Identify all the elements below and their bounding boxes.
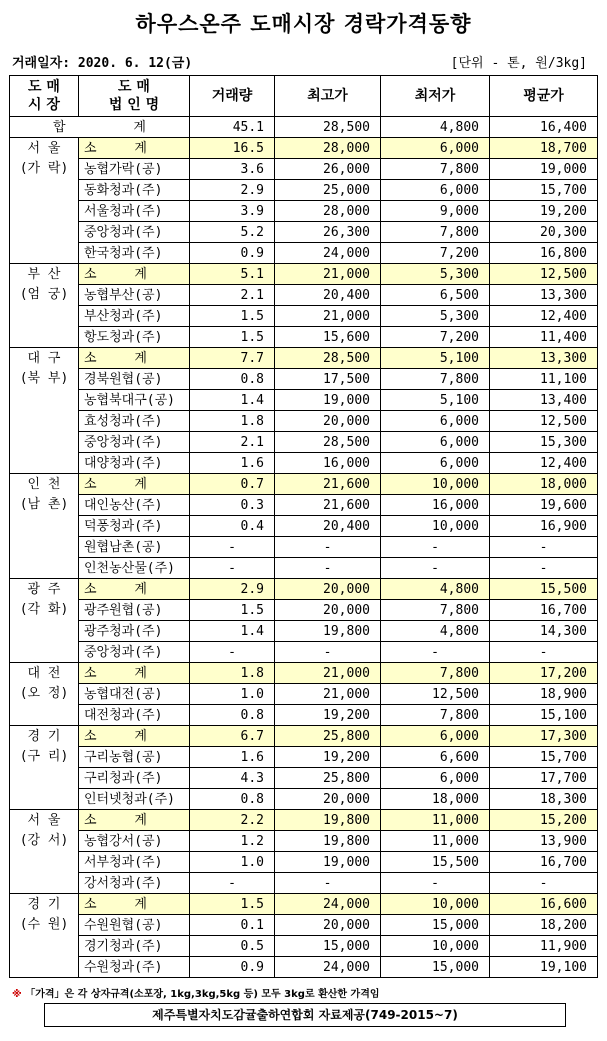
volume-cell: 16.5	[190, 138, 275, 159]
table-row	[10, 243, 598, 264]
note-star: ※	[12, 989, 22, 1000]
corp-name: 효성청과(주)	[79, 411, 190, 432]
corp-name: 수원원협(공)	[79, 915, 190, 936]
avg-price-cell: 16,900	[490, 516, 598, 537]
min-price-cell: 10,000	[381, 936, 490, 957]
table-row	[10, 201, 598, 222]
max-price-cell: 21,000	[275, 264, 381, 285]
min-price-cell: 11,000	[381, 831, 490, 852]
header-volume: 거래량	[190, 76, 275, 117]
market-name: 서 울 (강 서)	[10, 810, 79, 894]
avg-price-cell: 13,300	[490, 348, 598, 369]
min-price-cell: 6,000	[381, 411, 490, 432]
corp-name: 농협가락(공)	[79, 159, 190, 180]
avg-price-cell: 11,900	[490, 936, 598, 957]
corp-name: 구리청과(주)	[79, 768, 190, 789]
volume-cell: 0.8	[190, 705, 275, 726]
table-row	[10, 411, 598, 432]
table-row	[10, 684, 598, 705]
volume-cell: 3.9	[190, 201, 275, 222]
corp-name: 소 계	[79, 348, 190, 369]
min-price-cell: 10,000	[381, 516, 490, 537]
avg-price-cell: 20,300	[490, 222, 598, 243]
max-price-cell: 21,000	[275, 306, 381, 327]
max-price-cell: 21,000	[275, 684, 381, 705]
table-row	[10, 285, 598, 306]
table-row	[10, 957, 598, 978]
avg-price-cell: 18,700	[490, 138, 598, 159]
table-row	[10, 327, 598, 348]
corp-name: 소 계	[79, 810, 190, 831]
max-price-cell: 20,000	[275, 789, 381, 810]
volume-cell: 1.5	[190, 894, 275, 915]
avg-price-cell: 18,300	[490, 789, 598, 810]
volume-cell: 2.1	[190, 432, 275, 453]
corp-name: 농협부산(공)	[79, 285, 190, 306]
max-price-cell: 21,600	[275, 495, 381, 516]
corp-name: 구리농협(공)	[79, 747, 190, 768]
max-price-cell: 19,800	[275, 810, 381, 831]
max-price-cell: 19,800	[275, 621, 381, 642]
max-price-cell: 19,800	[275, 831, 381, 852]
min-price-cell: 7,800	[381, 663, 490, 684]
volume-cell: 1.4	[190, 390, 275, 411]
corp-name: 서부청과(주)	[79, 852, 190, 873]
market-name: 경 기 (수 원)	[10, 894, 79, 978]
min-price-cell: 15,000	[381, 915, 490, 936]
volume-cell: 7.7	[190, 348, 275, 369]
min-price-cell: 7,800	[381, 705, 490, 726]
min-price-cell: -	[381, 558, 490, 579]
table-row	[10, 621, 598, 642]
corp-name: 인터넷청과(주)	[79, 789, 190, 810]
price-note	[12, 985, 380, 1000]
note-text: 「가격」은 각 상자규격(소포장, 1kg,3kg,5kg 등) 모두 3kg로 환산한 가격임	[25, 989, 380, 1000]
trade-date: 거래일자: 2020. 6. 12(금)	[12, 56, 193, 71]
avg-price-cell: 12,500	[490, 264, 598, 285]
max-price-cell: 17,500	[275, 369, 381, 390]
volume-cell: 0.1	[190, 915, 275, 936]
subtotal-row	[10, 894, 598, 915]
min-price-cell: 6,000	[381, 432, 490, 453]
volume-cell: 2.1	[190, 285, 275, 306]
max-price-cell: 28,500	[275, 432, 381, 453]
market-name: 광 주 (각 화)	[10, 579, 79, 663]
max-price-cell: 15,000	[275, 936, 381, 957]
min-price-cell: 16,000	[381, 495, 490, 516]
min-price-cell: 6,000	[381, 768, 490, 789]
table-row	[10, 222, 598, 243]
header-avg: 평균가	[490, 76, 598, 117]
avg-price-cell: 15,700	[490, 180, 598, 201]
avg-price-cell: 13,400	[490, 390, 598, 411]
header-min: 최저가	[381, 76, 490, 117]
avg-price-cell: 18,900	[490, 684, 598, 705]
corp-name: 항도청과(주)	[79, 327, 190, 348]
corp-name: 농협강서(공)	[79, 831, 190, 852]
min-price-cell: 7,800	[381, 600, 490, 621]
max-price-cell: -	[275, 558, 381, 579]
corp-name: 원협남촌(공)	[79, 537, 190, 558]
table-row	[10, 390, 598, 411]
corp-name: 한국청과(주)	[79, 243, 190, 264]
table-row	[10, 768, 598, 789]
max-price-cell: 25,000	[275, 180, 381, 201]
avg-price-cell: 16,700	[490, 600, 598, 621]
corp-name: 중앙청과(주)	[79, 432, 190, 453]
min-price-cell: 5,300	[381, 306, 490, 327]
corp-name: 부산청과(주)	[79, 306, 190, 327]
corp-name: 동화청과(주)	[79, 180, 190, 201]
corp-name: 대전청과(주)	[79, 705, 190, 726]
corp-name: 경기청과(주)	[79, 936, 190, 957]
table-row	[10, 915, 598, 936]
min-price-cell: 18,000	[381, 789, 490, 810]
volume-cell: 1.8	[190, 411, 275, 432]
volume-cell: 0.5	[190, 936, 275, 957]
table-row	[10, 852, 598, 873]
subtotal-row	[10, 663, 598, 684]
corp-name: 광주원협(공)	[79, 600, 190, 621]
table-row	[10, 831, 598, 852]
max-price-cell: 20,000	[275, 579, 381, 600]
max-price-cell: 19,000	[275, 390, 381, 411]
corp-name: 인천농산물(주)	[79, 558, 190, 579]
subtotal-row	[10, 579, 598, 600]
avg-price-cell: 16,800	[490, 243, 598, 264]
volume-cell: 1.5	[190, 600, 275, 621]
avg-price-cell: 13,300	[490, 285, 598, 306]
corp-name: 중앙청과(주)	[79, 222, 190, 243]
min-price-cell: 7,800	[381, 369, 490, 390]
avg-price-cell: 19,600	[490, 495, 598, 516]
min-price-cell: 5,100	[381, 390, 490, 411]
corp-name: 소 계	[79, 264, 190, 285]
min-price-cell: -	[381, 873, 490, 894]
volume-cell: 1.6	[190, 747, 275, 768]
avg-price-cell: 14,300	[490, 621, 598, 642]
total-min: 4,800	[381, 117, 490, 138]
max-price-cell: 21,000	[275, 663, 381, 684]
market-name: 서 울 (가 락)	[10, 138, 79, 264]
min-price-cell: 6,500	[381, 285, 490, 306]
volume-cell: 1.5	[190, 327, 275, 348]
page-title: 하우스온주 도매시장 경락가격동향	[135, 12, 472, 36]
subtotal-row	[10, 264, 598, 285]
corp-name: 경북원협(공)	[79, 369, 190, 390]
max-price-cell: 28,000	[275, 201, 381, 222]
min-price-cell: 15,500	[381, 852, 490, 873]
table-row	[10, 495, 598, 516]
table-row	[10, 432, 598, 453]
table-row	[10, 537, 598, 558]
volume-cell: 0.4	[190, 516, 275, 537]
header-market: 도 매 시 장	[10, 76, 79, 117]
max-price-cell: 19,000	[275, 852, 381, 873]
table-row	[10, 453, 598, 474]
max-price-cell: 19,200	[275, 705, 381, 726]
max-price-cell: -	[275, 642, 381, 663]
avg-price-cell: 19,000	[490, 159, 598, 180]
max-price-cell: 20,000	[275, 915, 381, 936]
volume-cell: 1.0	[190, 684, 275, 705]
corp-name: 소 계	[79, 894, 190, 915]
min-price-cell: 6,600	[381, 747, 490, 768]
min-price-cell: -	[381, 537, 490, 558]
max-price-cell: 28,000	[275, 138, 381, 159]
market-name: 대 구 (북 부)	[10, 348, 79, 474]
table-row	[10, 180, 598, 201]
market-name: 인 천 (남 촌)	[10, 474, 79, 579]
avg-price-cell: -	[490, 642, 598, 663]
volume-cell: 0.9	[190, 243, 275, 264]
total-max: 28,500	[275, 117, 381, 138]
min-price-cell: 6,000	[381, 180, 490, 201]
avg-price-cell: 19,100	[490, 957, 598, 978]
min-price-cell: 6,000	[381, 138, 490, 159]
volume-cell: 0.8	[190, 789, 275, 810]
volume-cell: -	[190, 558, 275, 579]
avg-price-cell: 17,300	[490, 726, 598, 747]
max-price-cell: 21,600	[275, 474, 381, 495]
corp-name: 중앙청과(주)	[79, 642, 190, 663]
min-price-cell: 15,000	[381, 957, 490, 978]
subtotal-row	[10, 348, 598, 369]
table-row	[10, 936, 598, 957]
min-price-cell: 4,800	[381, 621, 490, 642]
volume-cell: 2.9	[190, 180, 275, 201]
min-price-cell: 4,800	[381, 579, 490, 600]
min-price-cell: 7,200	[381, 327, 490, 348]
corp-name: 서울청과(주)	[79, 201, 190, 222]
table-row	[10, 306, 598, 327]
max-price-cell: 26,300	[275, 222, 381, 243]
corp-name: 덕풍청과(주)	[79, 516, 190, 537]
max-price-cell: 20,000	[275, 411, 381, 432]
max-price-cell: 20,400	[275, 285, 381, 306]
volume-cell: 1.5	[190, 306, 275, 327]
header-max: 최고가	[275, 76, 381, 117]
min-price-cell: 11,000	[381, 810, 490, 831]
avg-price-cell: -	[490, 558, 598, 579]
max-price-cell: 28,500	[275, 348, 381, 369]
corp-name: 소 계	[79, 474, 190, 495]
avg-price-cell: 18,200	[490, 915, 598, 936]
min-price-cell: 7,200	[381, 243, 490, 264]
min-price-cell: 7,800	[381, 222, 490, 243]
max-price-cell: 20,400	[275, 516, 381, 537]
max-price-cell: 16,000	[275, 453, 381, 474]
avg-price-cell: 16,700	[490, 852, 598, 873]
volume-cell: 6.7	[190, 726, 275, 747]
volume-cell: 4.3	[190, 768, 275, 789]
volume-cell: 1.4	[190, 621, 275, 642]
table-row	[10, 516, 598, 537]
total-row	[10, 117, 598, 138]
volume-cell: 0.8	[190, 369, 275, 390]
min-price-cell: 10,000	[381, 894, 490, 915]
max-price-cell: 25,800	[275, 726, 381, 747]
table-row	[10, 873, 598, 894]
avg-price-cell: -	[490, 873, 598, 894]
min-price-cell: 6,000	[381, 726, 490, 747]
volume-cell: 0.3	[190, 495, 275, 516]
market-name: 대 전 (오 정)	[10, 663, 79, 726]
min-price-cell: 9,000	[381, 201, 490, 222]
corp-name: 소 계	[79, 726, 190, 747]
corp-name: 광주청과(주)	[79, 621, 190, 642]
max-price-cell: -	[275, 537, 381, 558]
subtotal-row	[10, 138, 598, 159]
table-row	[10, 558, 598, 579]
max-price-cell: 25,800	[275, 768, 381, 789]
max-price-cell: -	[275, 873, 381, 894]
corp-name: 소 계	[79, 663, 190, 684]
price-table	[9, 75, 598, 978]
volume-cell: 0.7	[190, 474, 275, 495]
volume-cell: 2.9	[190, 579, 275, 600]
corp-name: 소 계	[79, 579, 190, 600]
min-price-cell: 12,500	[381, 684, 490, 705]
min-price-cell: 5,100	[381, 348, 490, 369]
avg-price-cell: 19,200	[490, 201, 598, 222]
avg-price-cell: 15,700	[490, 747, 598, 768]
min-price-cell: 5,300	[381, 264, 490, 285]
max-price-cell: 19,200	[275, 747, 381, 768]
avg-price-cell: 15,200	[490, 810, 598, 831]
volume-cell: 3.6	[190, 159, 275, 180]
corp-name: 강서청과(주)	[79, 873, 190, 894]
market-name: 경 기 (구 리)	[10, 726, 79, 810]
avg-price-cell: -	[490, 537, 598, 558]
volume-cell: 1.2	[190, 831, 275, 852]
max-price-cell: 20,000	[275, 600, 381, 621]
max-price-cell: 24,000	[275, 957, 381, 978]
source-box: 제주특별자치도감귤출하연합회 자료제공(749-2015~7)	[44, 1003, 566, 1027]
total-volume: 45.1	[190, 117, 275, 138]
volume-cell: 1.0	[190, 852, 275, 873]
volume-cell: -	[190, 642, 275, 663]
min-price-cell: 7,800	[381, 159, 490, 180]
table-row	[10, 642, 598, 663]
volume-cell: 1.6	[190, 453, 275, 474]
min-price-cell: -	[381, 642, 490, 663]
avg-price-cell: 11,400	[490, 327, 598, 348]
subtotal-row	[10, 726, 598, 747]
table-row	[10, 789, 598, 810]
avg-price-cell: 12,500	[490, 411, 598, 432]
subtotal-row	[10, 474, 598, 495]
min-price-cell: 6,000	[381, 453, 490, 474]
table-row	[10, 369, 598, 390]
header-row	[10, 76, 598, 117]
avg-price-cell: 15,500	[490, 579, 598, 600]
avg-price-cell: 15,100	[490, 705, 598, 726]
volume-cell: 5.2	[190, 222, 275, 243]
volume-cell: 1.8	[190, 663, 275, 684]
volume-cell: -	[190, 537, 275, 558]
volume-cell: 0.9	[190, 957, 275, 978]
subtotal-row	[10, 810, 598, 831]
volume-cell: -	[190, 873, 275, 894]
table-row	[10, 600, 598, 621]
max-price-cell: 24,000	[275, 243, 381, 264]
avg-price-cell: 13,900	[490, 831, 598, 852]
avg-price-cell: 16,600	[490, 894, 598, 915]
volume-cell: 2.2	[190, 810, 275, 831]
volume-cell: 5.1	[190, 264, 275, 285]
avg-price-cell: 18,000	[490, 474, 598, 495]
avg-price-cell: 11,100	[490, 369, 598, 390]
corp-name: 소 계	[79, 138, 190, 159]
avg-price-cell: 17,700	[490, 768, 598, 789]
max-price-cell: 24,000	[275, 894, 381, 915]
table-row	[10, 747, 598, 768]
corp-name: 대인농산(주)	[79, 495, 190, 516]
table-row	[10, 159, 598, 180]
max-price-cell: 26,000	[275, 159, 381, 180]
unit-label: [단위 - 톤, 원/3kg]	[450, 56, 587, 71]
corp-name: 수원청과(주)	[79, 957, 190, 978]
total-avg: 16,400	[490, 117, 598, 138]
market-name: 부 산 (엄 궁)	[10, 264, 79, 348]
avg-price-cell: 17,200	[490, 663, 598, 684]
avg-price-cell: 12,400	[490, 306, 598, 327]
avg-price-cell: 12,400	[490, 453, 598, 474]
corp-name: 농협대전(공)	[79, 684, 190, 705]
corp-name: 대양청과(주)	[79, 453, 190, 474]
min-price-cell: 10,000	[381, 474, 490, 495]
table-row	[10, 705, 598, 726]
avg-price-cell: 15,300	[490, 432, 598, 453]
corp-name: 농협북대구(공)	[79, 390, 190, 411]
total-label: 합 계	[10, 117, 190, 138]
header-corp: 도 매 법 인 명	[79, 76, 190, 117]
max-price-cell: 15,600	[275, 327, 381, 348]
